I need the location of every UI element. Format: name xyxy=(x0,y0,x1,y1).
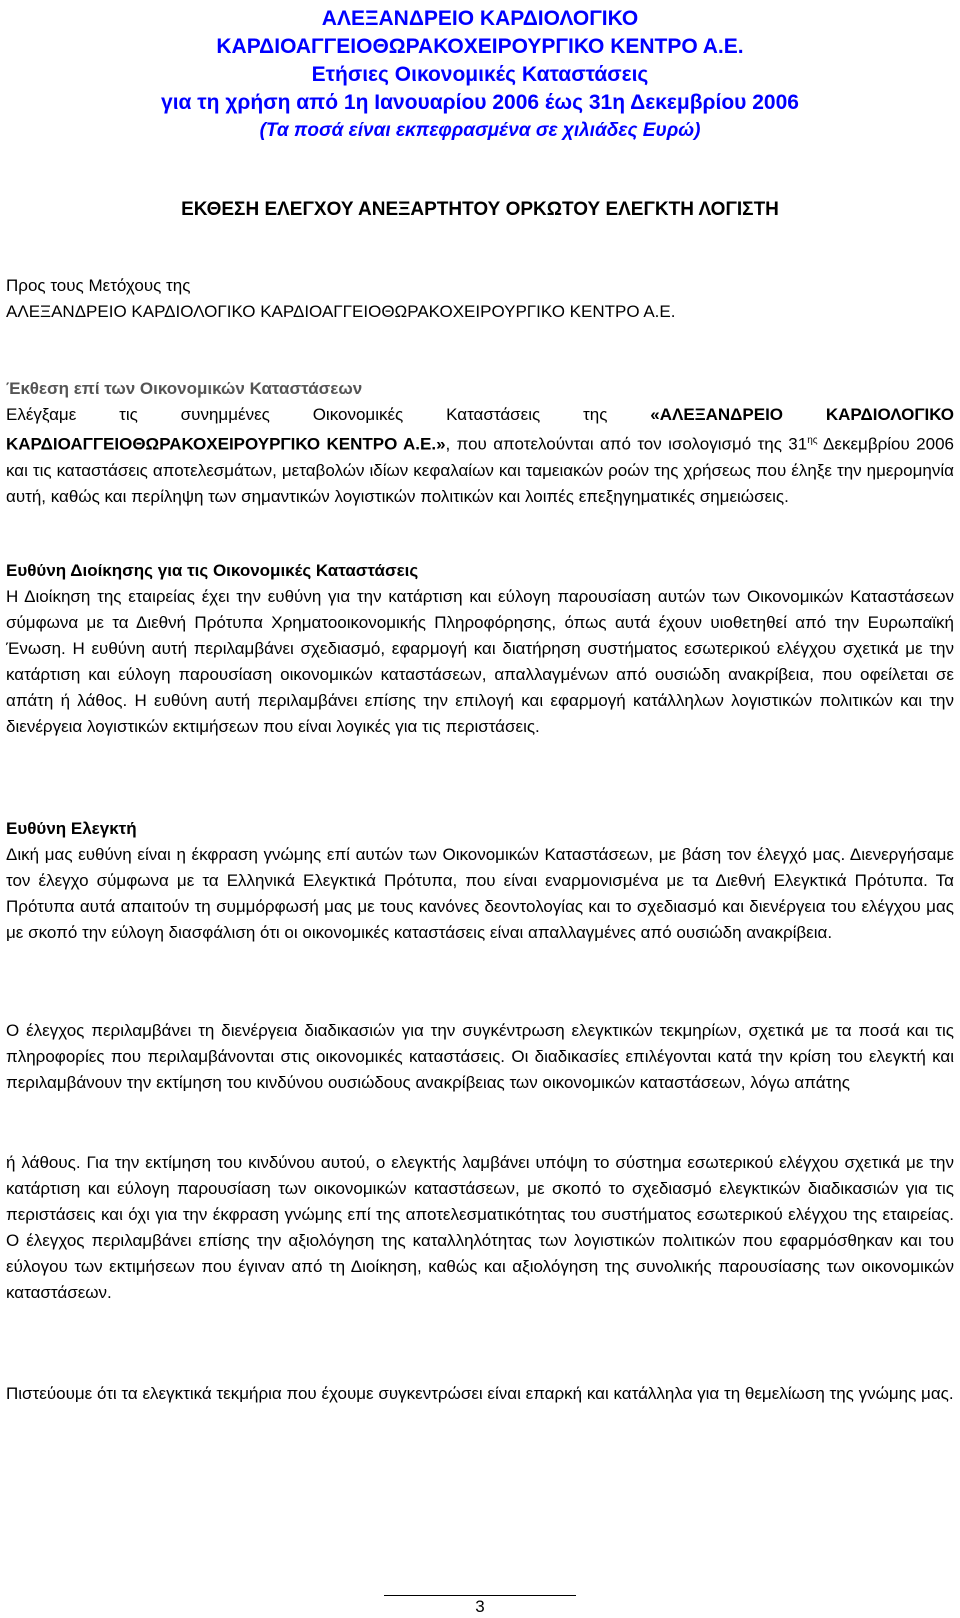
section1-text-b: Δεκεμβρίου 2006 και τις καταστάσεις αποτελεσμάτων, μεταβολών ιδίων κεφαλαίων και ταμειακών ροών της χρήσεως που έληξε την ημερομηνία αυτή, καθώς και περίληψη των σημαντικών λογιστικών πολιτικών και λοιπές επεξηγηματικές σημειώσεις. xyxy=(6,434,954,506)
paragraph-audit-procedures: Ο έλεγχος περιλαμβάνει τη διενέργεια διαδικασιών για την συγκέντρωση ελεγκτικών τεκμηρίων, σχετικά με τα ποσά και τις πληροφορίες που περιλαμβάνονται στις οικονομικές καταστάσεις. Οι διαδικασίες επιλέγονται κατά την κρίση του ελεγκτή και περιλαμβάνουν την εκτίμηση του κινδύνου ουσιώδους ανακρίβειας των οικονομικών καταστάσεων, λόγω απάτης xyxy=(6,1021,954,1092)
report-title: ΕΚΘΕΣΗ ΕΛΕΓΧΟΥ ΑΝΕΞΑΡΤΗΤΟΥ ΟΡΚΩΤΟΥ ΕΛΕΓΚΤΗ ΛΟΓΙΣΤΗ xyxy=(181,199,779,220)
header-company-line1: ΑΛΕΞΑΝΔΡΕΙΟ ΚΑΡΔΙΟΛΟΓΙΚΟ xyxy=(321,7,639,30)
addressee-company: ΑΛΕΞΑΝΔΡΕΙΟ ΚΑΡΔΙΟΛΟΓΙΚΟ ΚΑΡΔΙΟΑΓΓΕΙΟΘΩΡΑΚΟΧΕΙΡΟΥΡΓΙΚΟ ΚΕΝΤΡΟ Α.Ε. xyxy=(6,302,676,321)
header-document-title: Ετήσιες Οικονομικές Καταστάσεις xyxy=(311,63,649,86)
section1-intro: Ελέγξαμε τις συνημμένες Οικονομικές Καταστάσεις της xyxy=(6,405,651,424)
header-period: για τη χρήση από 1η Ιανουαρίου 2006 έως 31η Δεκεμβρίου 2006 xyxy=(161,91,799,114)
page-number: 3 xyxy=(475,1597,485,1616)
section2-body: Η Διοίκηση της εταιρείας έχει την ευθύνη για την κατάρτιση και εύλογη παρουσίαση αυτών των Οικονομικών Καταστάσεων σύμφωνα με τα Διεθνή Πρότυπα Χρηματοοικονομικής Πληροφόρησης, όπως αυτά έχουν υιοθετηθεί από την Ευρωπαϊκή Ένωση. Η ευθύνη αυτή περιλαμβάνει σχεδιασμό, εφαρμογή και διατήρηση συστήματος εσωτερικού ελέγχου σχετικά με την κατάρτιση και εύλογη παρουσίαση οικονομικών καταστάσεων, απαλλαγμένων από ουσιώδη ανακρίβεια, που οφείλεται σε απάτη ή λάθος. Η ευθύνη αυτή περιλαμβάνει επίσης την επιλογή και εφαρμογή κατάλληλων λογιστικών πολιτικών και την διενέργεια λογιστικών εκτιμήσεων που είναι λογικές για τις περιστάσεις. xyxy=(6,587,954,736)
section-management-responsibility xyxy=(6,558,954,740)
section1-company-name: «ΑΛΕΞΑΝΔΡΕΙΟ ΚΑΡΔΙΟΛΟΓΙΚΟ ΚΑΡΔΙΟΑΓΓΕΙΟΘΩΡΑΚΟΧΕΙΡΟΥΡΓΙΚΟ ΚΕΝΤΡΟ Α.Ε.» xyxy=(6,405,954,454)
section-auditor-responsibility xyxy=(6,816,954,946)
section-heading-report: Έκθεση επί των Οικονομικών Καταστάσεων xyxy=(6,379,363,398)
footer-divider xyxy=(384,1595,576,1596)
section1-text-a: , που αποτελούνται από τον ισολογισμό της 31 xyxy=(445,434,808,454)
header-currency-note: (Τα ποσά είναι εκπεφρασμένα σε χιλιάδες Ευρώ) xyxy=(259,120,701,141)
section3-body: Δική μας ευθύνη είναι η έκφραση γνώμης επί αυτών των Οικονομικών Καταστάσεων, με βάση τον έλεγχό μας. Διενεργήσαμε τον έλεγχο σύμφωνα με τα Ελληνικά Ελεγκτικά Πρότυπα, που είναι εναρμονισμένα με τα Διεθνή Ελεγκτικά Πρότυπα. Τα Πρότυπα αυτά απαιτούν τη συμμόρφωσή μας με τους κανόνες δεοντολογίας και το σχεδιασμό και διενέργεια του ελέγχου μας με σκοπό την εύλογη διασφάλιση ότι οι οικονομικές καταστάσεις είναι απαλλαγμένες από ουσιώδη ανακρίβεια. xyxy=(6,845,954,942)
section1-superscript: ης xyxy=(807,435,818,446)
section-heading-auditor: Ευθύνη Ελεγκτή xyxy=(6,819,137,838)
addressee-line1: Προς τους Μετόχους της xyxy=(6,276,191,295)
paragraph-risk-assessment: ή λάθους. Για την εκτίμηση του κινδύνου αυτού, ο ελεγκτής λαμβάνει υπόψη το σύστημα εσωτερικού ελέγχου σχετικά με την κατάρτιση και εύλογη παρουσίαση των οικονομικών καταστάσεων, με σκοπό το σχεδιασμό ελεγκτικών διαδικασιών για τις περιστάσεις και όχι για την έκφραση γνώμης επί της αποτελεσματικότητας του συστήματος εσωτερικού ελέγχου της εταιρείας. Ο έλεγχος περιλαμβάνει επίσης την αξιολόγηση της καταλληλότητας των λογιστικών πολιτικών που εφαρμόσθηκαν και του εύλογου των εκτιμήσεων που έγιναν από τη Διοίκηση, καθώς και αξιολόγηση της συνολικής παρουσίασης των οικονομικών καταστάσεων. xyxy=(6,1153,954,1302)
header-company-line2: ΚΑΡΔΙΟΑΓΓΕΙΟΘΩΡΑΚΟΧΕΙΡΟΥΡΓΙΚΟ ΚΕΝΤΡΟ Α.Ε. xyxy=(216,35,744,58)
section-heading-management: Ευθύνη Διοίκησης για τις Οικονομικές Καταστάσεις xyxy=(6,561,419,580)
section-financial-statements xyxy=(6,376,954,510)
paragraph-evidence-conclusion: Πιστεύουμε ότι τα ελεγκτικά τεκμήρια που έχουμε συγκεντρώσει είναι επαρκή και κατάλληλα για τη θεμελίωση της γνώμης μας. xyxy=(6,1384,954,1403)
